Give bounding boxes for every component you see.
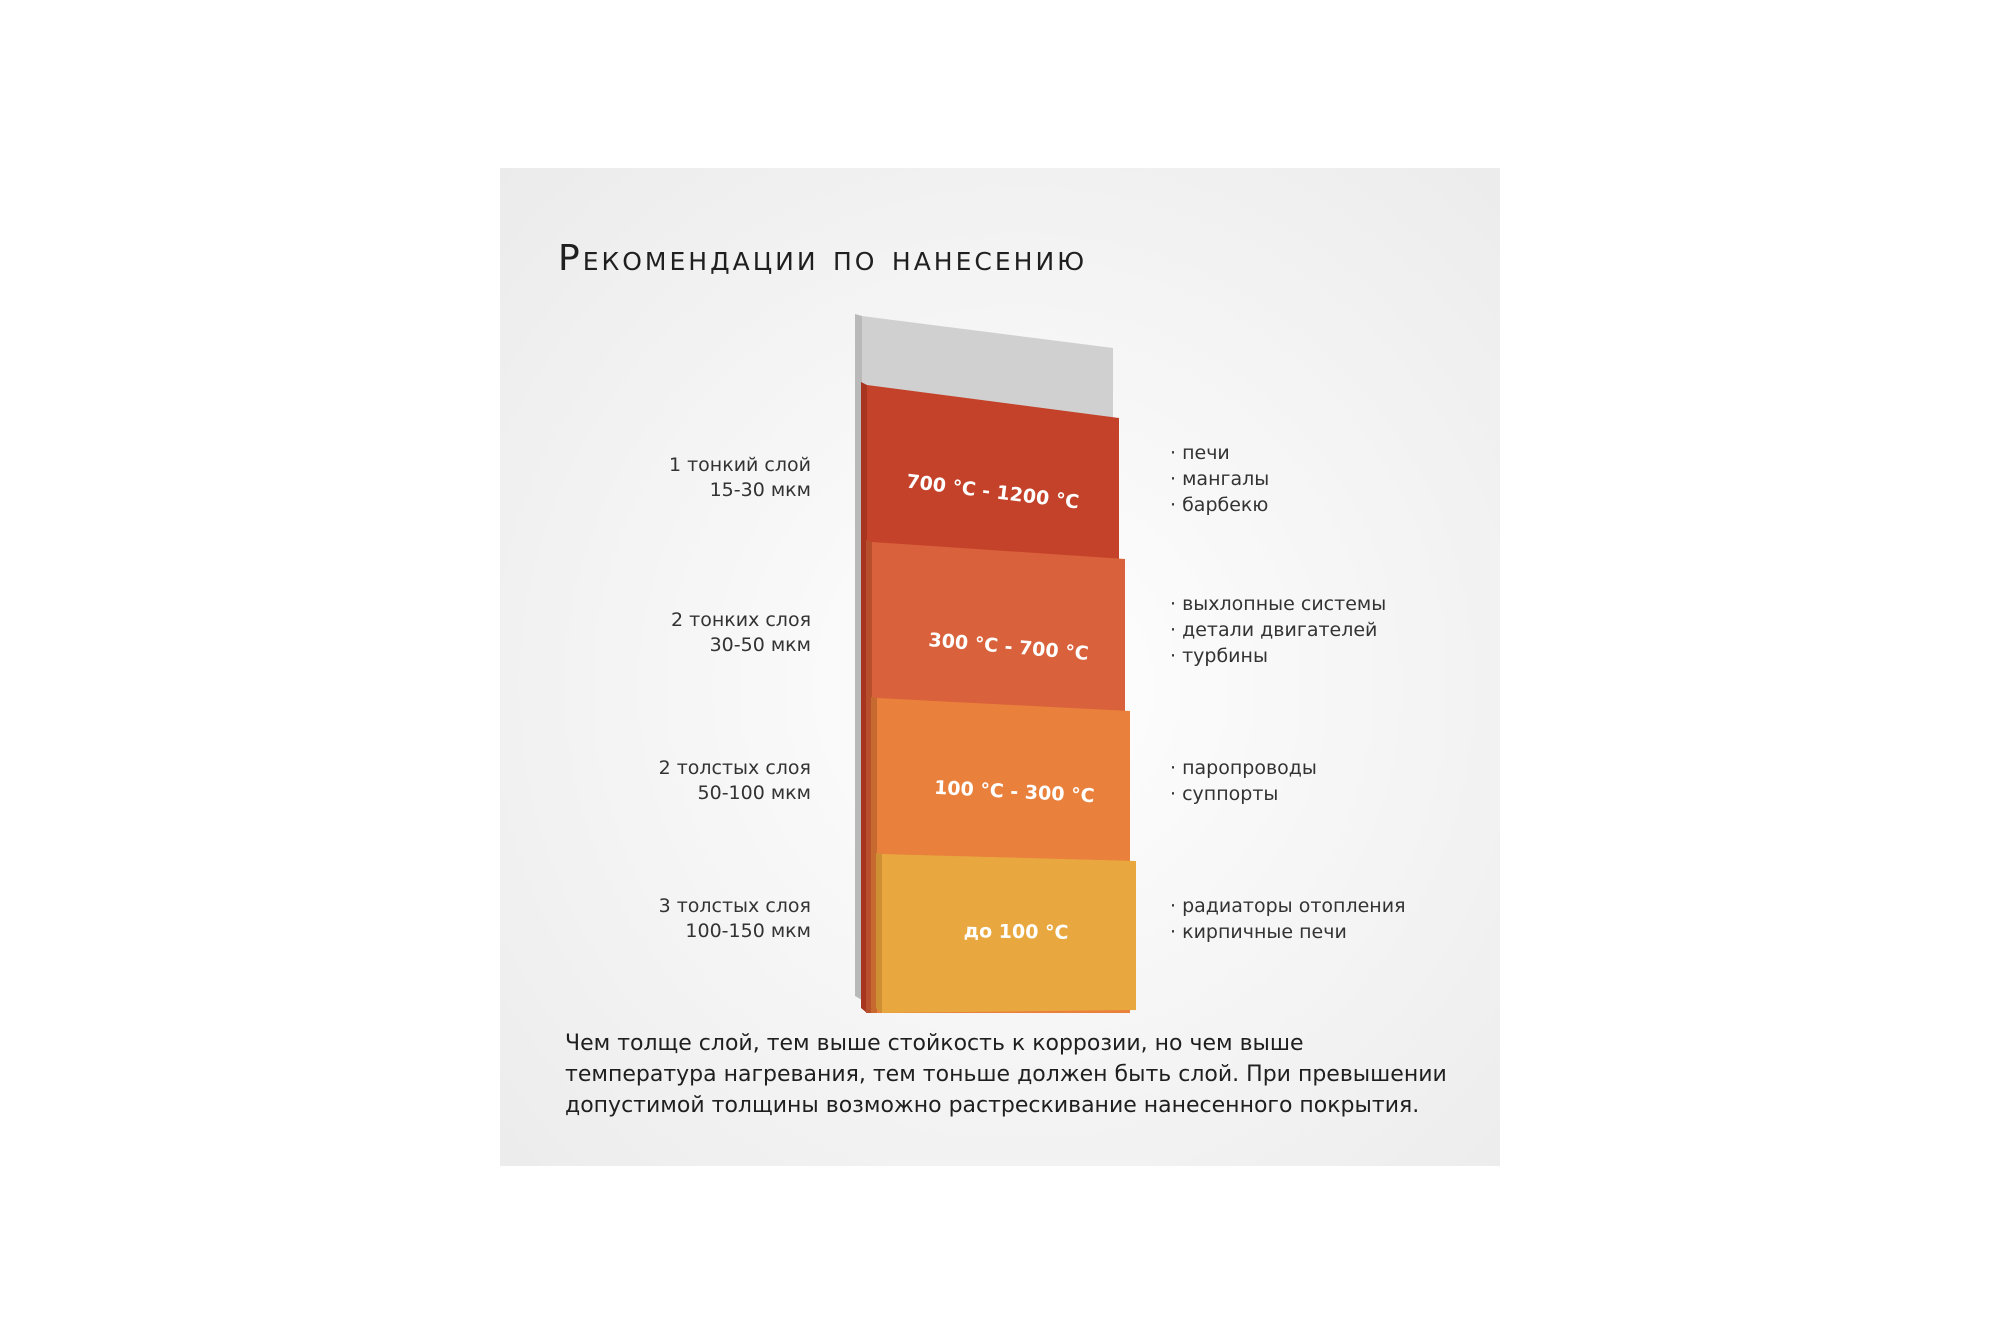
list-item: · выхлопные системы bbox=[1170, 591, 1386, 617]
page-title: Рекомендации по нанесению bbox=[558, 238, 1088, 279]
layer-3-coats-label bbox=[659, 756, 811, 806]
layer-3-coats: 2 толстых слоя bbox=[658, 757, 811, 779]
layer-4-coats: 3 толстых слоя bbox=[658, 895, 811, 917]
list-item: · детали двигателей bbox=[1170, 617, 1386, 643]
layer-4-uses-list bbox=[1170, 893, 1406, 945]
footnote: Чем толще слой, тем выше стойкость к коррозии, но чем выше температура нагревания, тем тоньше должен быть слой. При превышении допустимой толщины возможно растрескивание нанесенного покрытия. bbox=[565, 1031, 1447, 1118]
list-item: · печи bbox=[1170, 440, 1269, 466]
list-item: · паропроводы bbox=[1170, 755, 1317, 781]
layer-2-temperature: 300 °C - 700 °C bbox=[927, 629, 1090, 665]
layer-2-uses-list bbox=[1170, 591, 1386, 669]
layer-2-thickness: 30-50 мкм bbox=[709, 634, 811, 656]
layer-3-uses-list bbox=[1170, 755, 1317, 807]
layer-2-coats-label bbox=[671, 608, 811, 658]
list-item: · радиаторы отопления bbox=[1170, 893, 1406, 919]
list-item: · барбекю bbox=[1170, 492, 1269, 518]
substrate-side bbox=[855, 314, 862, 1000]
layer-2-coats: 2 тонких слоя bbox=[671, 609, 811, 631]
layer-1-coats-label bbox=[669, 453, 811, 503]
layer-4-temperature: до 100 °C bbox=[963, 920, 1069, 944]
layer-1-thickness: 15-30 мкм bbox=[709, 479, 811, 501]
list-item: · турбины bbox=[1170, 643, 1386, 669]
layer-1-uses-list bbox=[1170, 440, 1269, 518]
list-item: · кирпичные печи bbox=[1170, 919, 1406, 945]
layer-3-temperature: 100 °C - 300 °C bbox=[933, 776, 1096, 808]
layer-1-coats: 1 тонкий слой bbox=[668, 454, 811, 476]
layer-1-temperature: 700 °C - 1200 °C bbox=[905, 470, 1081, 514]
list-item: · мангалы bbox=[1170, 466, 1269, 492]
list-item: · суппорты bbox=[1170, 781, 1317, 807]
layer-4-side bbox=[876, 853, 882, 1013]
layer-4-thickness: 100-150 мкм bbox=[685, 920, 811, 942]
layer-4-coats-label bbox=[659, 894, 811, 944]
layer-3-thickness: 50-100 мкм bbox=[697, 782, 811, 804]
infographic-card bbox=[500, 168, 1500, 1166]
